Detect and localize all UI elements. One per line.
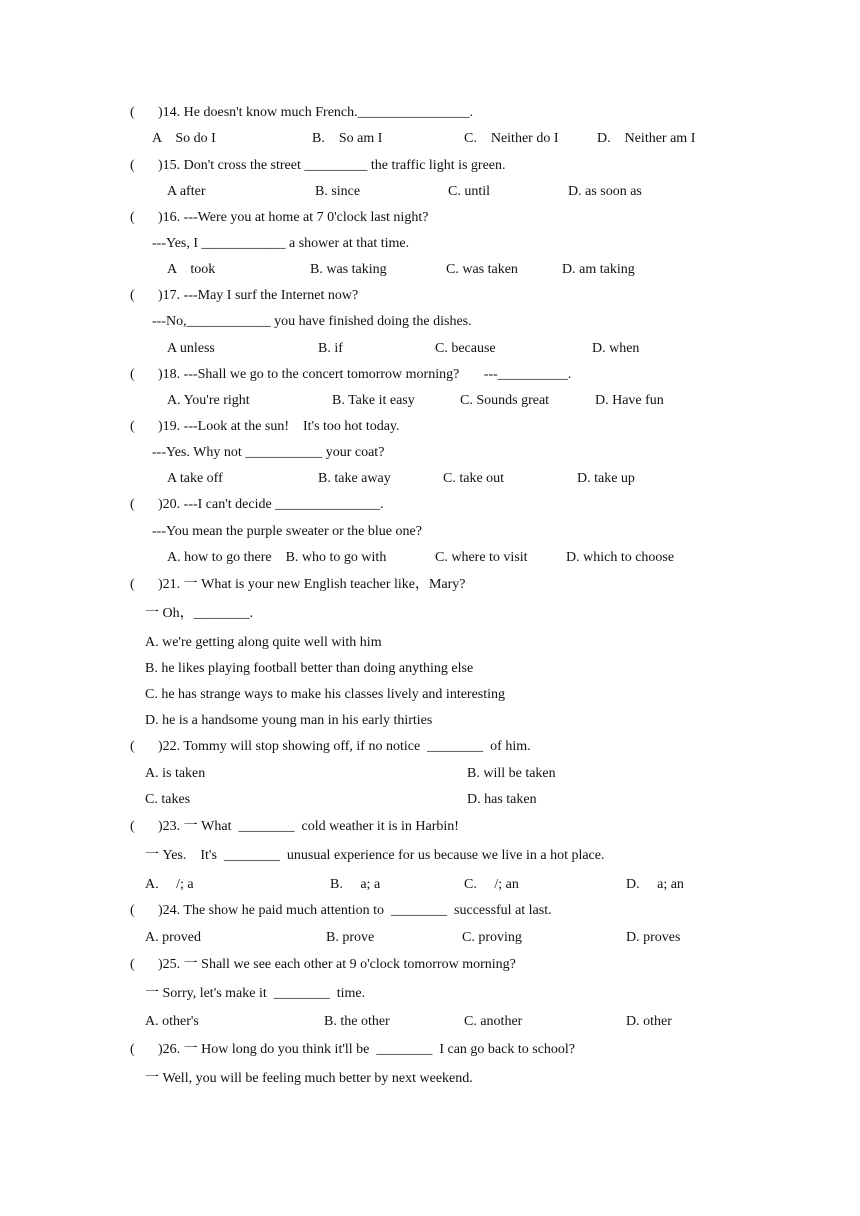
option-a: A unless <box>167 341 215 356</box>
question-stem: )21. 一 What is your new English teacher like，Mary? <box>158 577 466 592</box>
question-stem: )26. 一 How long do you think it'll be ________ I can go back to school? <box>158 1042 576 1057</box>
question-stem: )18. ---Shall we go to the concert tomorrow morning? ---__________. <box>158 367 572 382</box>
option-c: C. takes <box>145 792 191 807</box>
option-a: A. proved <box>145 930 201 945</box>
option-d: D. am taking <box>562 262 635 277</box>
option-a: A took <box>167 262 216 277</box>
option-a: A So do I <box>152 131 216 146</box>
answer-paren: ( <box>130 105 135 120</box>
option-c: C. because <box>435 341 496 356</box>
option-a: A. other's <box>145 1014 199 1029</box>
option-c: C. until <box>448 184 491 199</box>
option-d: D. Neither am I <box>597 131 696 146</box>
option-c: C. Sounds great <box>460 393 550 408</box>
option-b: B. So am I <box>312 131 383 146</box>
answer-paren: ( <box>130 903 135 918</box>
question-stem: )19. ---Look at the sun! It's too hot today. <box>158 419 400 434</box>
option-b: B. Take it easy <box>332 393 415 408</box>
answer-paren: ( <box>130 288 135 303</box>
answer-paren: ( <box>130 577 135 592</box>
option-b: B. a; a <box>330 877 381 892</box>
option-c: C. proving <box>462 930 522 945</box>
question-line2: 一 Oh，________. <box>145 606 254 621</box>
question-line2: ---You mean the purple sweater or the blue one? <box>152 524 422 539</box>
question-stem: )23. 一 What ________ cold weather it is in Harbin! <box>158 819 459 834</box>
option-c: C. was taken <box>446 262 518 277</box>
option-a: A. You're right <box>167 393 250 408</box>
option-d: D. when <box>592 341 640 356</box>
option-d: D. he is a handsome young man in his early thirties <box>145 713 433 728</box>
option-d: D. as soon as <box>568 184 642 199</box>
answer-paren: ( <box>130 957 135 972</box>
option-b: B. if <box>318 341 343 356</box>
answer-paren: ( <box>130 419 135 434</box>
option-c: C. he has strange ways to make his classes lively and interesting <box>145 687 506 702</box>
answer-paren: ( <box>130 497 135 512</box>
answer-paren: ( <box>130 158 135 173</box>
question-stem: )17. ---May I surf the Internet now? <box>158 288 359 303</box>
question-stem: )15. Don't cross the street _________ the traffic light is green. <box>158 158 506 173</box>
option-b: B. was taking <box>310 262 387 277</box>
question-stem: )20. ---I can't decide _______________. <box>158 497 384 512</box>
option-d: D. Have fun <box>595 393 664 408</box>
option-a: A. is taken <box>145 766 206 781</box>
option-a: A. /; a <box>145 877 194 892</box>
answer-paren: ( <box>130 210 135 225</box>
question-line2: 一 Yes. It's ________ unusual experience for us because we live in a hot place. <box>145 848 605 863</box>
option-d: D. has taken <box>467 792 537 807</box>
option-c: C. /; an <box>464 877 519 892</box>
answer-paren: ( <box>130 1042 135 1057</box>
question-stem: )14. He doesn't know much French.________________. <box>158 105 474 120</box>
option-c: C. Neither do I <box>464 131 559 146</box>
question-line2: ---Yes. Why not ___________ your coat? <box>152 445 385 460</box>
option-a: A after <box>167 184 206 199</box>
answer-paren: ( <box>130 819 135 834</box>
option-b: B. the other <box>324 1014 390 1029</box>
question-line2: ---Yes, I ____________ a shower at that time. <box>152 236 410 251</box>
option-c: C. take out <box>443 471 505 486</box>
option-c: C. another <box>464 1014 523 1029</box>
option-d: D. proves <box>626 930 681 945</box>
option-a: A. we're getting along quite well with him <box>145 635 382 650</box>
question-stem: )24. The show he paid much attention to ________ successful at last. <box>158 903 552 918</box>
option-d: D. other <box>626 1014 672 1029</box>
option-d: D. a; an <box>626 877 684 892</box>
option-c: C. where to visit <box>435 550 528 565</box>
question-line2: ---No,____________ you have finished doing the dishes. <box>152 314 472 329</box>
option-b: B. will be taken <box>467 766 556 781</box>
option-d: D. which to choose <box>566 550 675 565</box>
answer-paren: ( <box>130 739 135 754</box>
question-stem: )16. ---Were you at home at 7 0'clock last night? <box>158 210 429 225</box>
option-b: B. he likes playing football better than doing anything else <box>145 661 474 676</box>
question-line2: 一 Well, you will be feeling much better by next weekend. <box>145 1071 473 1086</box>
option-d: D. take up <box>577 471 635 486</box>
option-b: B. since <box>315 184 361 199</box>
answer-paren: ( <box>130 367 135 382</box>
option-b: B. take away <box>318 471 391 486</box>
question-stem: )25. 一 Shall we see each other at 9 o'clock tomorrow morning? <box>158 957 516 972</box>
option-a-b: A. how to go there B. who to go with <box>167 550 387 565</box>
question-stem: )22. Tommy will stop showing off, if no notice ________ of him. <box>158 739 531 754</box>
option-b: B. prove <box>326 930 375 945</box>
question-line2: 一 Sorry, let's make it ________ time. <box>145 986 366 1001</box>
option-a: A take off <box>167 471 223 486</box>
